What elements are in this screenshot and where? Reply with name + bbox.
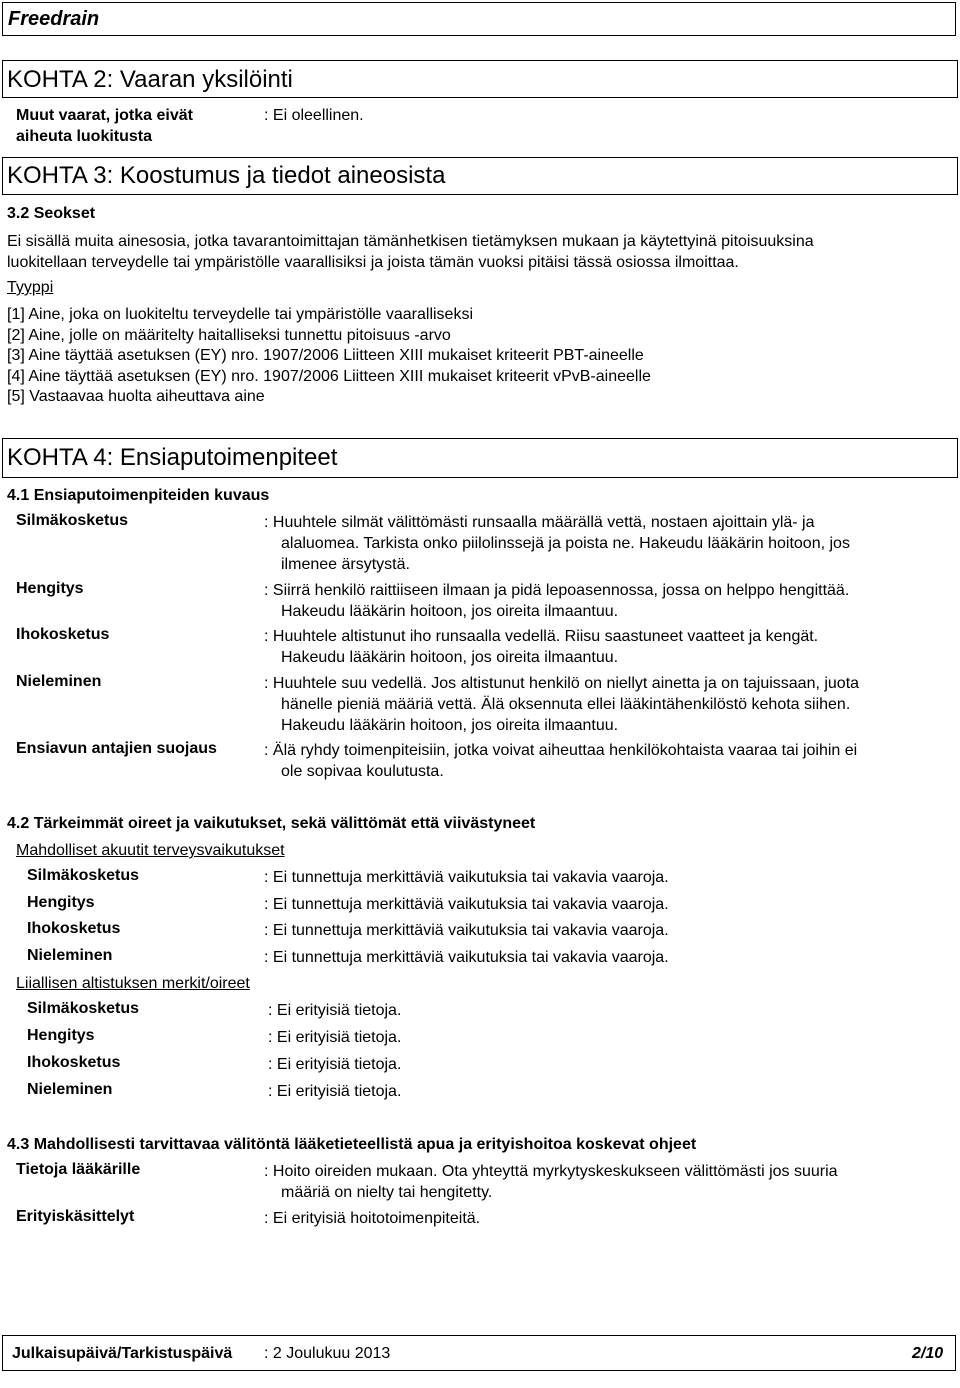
acute-ingestion-value: : Ei tunnettuja merkittäviä vaikutuksia tai vakavia vaaroja. xyxy=(264,949,669,966)
type-item: [2] Aine, jolle on määritelty haitalliseksi tunnettu pitoisuus -arvo xyxy=(7,327,451,344)
overexposure-heading: Liiallisen altistuksen merkit/oireet xyxy=(16,975,250,992)
ingestion-label: Nieleminen xyxy=(16,673,102,690)
acute-eye-label: Silmäkosketus xyxy=(27,867,140,884)
brand-name: Freedrain xyxy=(8,8,100,30)
first-aider-protection-measure: : Älä ryhdy toimenpiteisiin, jotka voivat aiheuttaa henkilökohtaista vaaraa tai joihin ei ole sopivaa koulutusta. xyxy=(264,742,858,780)
type-heading: Tyyppi xyxy=(7,279,54,296)
over-ingestion-label: Nieleminen xyxy=(27,1081,113,1098)
symptoms-subheading: 4.2 Tärkeimmät oireet ja vaikutukset, sekä välittömät että viivästyneet xyxy=(7,815,536,832)
ingestion-measure: : Huuhtele suu vedellä. Jos altistunut henkilö on niellyt ainetta ja on tajuissaan, juota hänelle pieniä määriä vettä. Älä oksennuta ellei lääkintähenkilöstö kehota siihen. Hakeudu lääkärin hoitoon, jos oireita ilmaantuu. xyxy=(264,675,860,734)
acute-skin-value: : Ei tunnettuja merkittäviä vaikutuksia tai vakavia vaaroja. xyxy=(264,922,669,939)
doctor-info-label: Tietoja lääkärille xyxy=(16,1161,141,1178)
special-treatment-label: Erityiskäsittelyt xyxy=(16,1208,135,1225)
other-hazards-label: Muut vaarat, jotka eivät aiheuta luokitusta xyxy=(16,107,193,145)
composition-text-line-2: luokitellaan terveydelle tai ympäristölle vaarallisiksi ja joista tämän vuoksi pitäisi tässä osiossa ilmoittaa. xyxy=(7,254,739,271)
issue-date-label: Julkaisupäivä/Tarkistuspäivä xyxy=(12,1345,233,1362)
acute-skin-label: Ihokosketus xyxy=(27,920,121,937)
other-hazards-value: : Ei oleellinen. xyxy=(264,107,364,124)
section-4-title: KOHTA 4: Ensiaputoimenpiteet xyxy=(7,444,338,471)
type-item: [4] Aine täyttää asetuksen (EY) nro. 1907/2006 Liitteen XIII mukaiset kriteerit vPvB-aineelle xyxy=(7,368,651,385)
section-3-title: KOHTA 3: Koostumus ja tiedot aineosista xyxy=(7,162,446,189)
page-number: 2/10 xyxy=(912,1345,944,1362)
eye-contact-measure: : Huuhtele silmät välittömästi runsaalla määrällä vettä, nostaen ajoittain ylä- ja alaluomea. Tarkista onko piilolinssejä ja poista ne. Hakeudu lääkärin hoitoon, jos ilmenee ärsytystä. xyxy=(264,514,850,573)
acute-ingestion-label: Nieleminen xyxy=(27,947,113,964)
doctor-info-value: : Hoito oireiden mukaan. Ota yhteyttä myrkytyskeskukseen välittömästi jos suuria määriä on nielty tai hengitetty. xyxy=(264,1163,838,1201)
document-header xyxy=(2,2,956,36)
issue-date-value: : 2 Joulukuu 2013 xyxy=(264,1345,391,1362)
mixtures-subheading: 3.2 Seokset xyxy=(7,205,96,222)
inhalation-measure: : Siirrä henkilö raittiiseen ilmaan ja pidä lepoasennossa, jossa on helppo hengittää. Hakeudu lääkärin hoitoon, jos oireita ilmaantuu. xyxy=(264,582,850,620)
over-ingestion-value: : Ei erityisiä tietoja. xyxy=(268,1083,402,1100)
special-treatment-value: : Ei erityisiä hoitotoimenpiteitä. xyxy=(264,1210,481,1227)
skin-contact-measure: : Huuhtele altistunut iho runsaalla vedellä. Riisu saastuneet vaatteet ja kengät. Hakeudu lääkärin hoitoon, jos oireita ilmaantuu. xyxy=(264,628,819,666)
over-skin-value: : Ei erityisiä tietoja. xyxy=(268,1056,402,1073)
section-2-title: KOHTA 2: Vaaran yksilöinti xyxy=(7,66,293,93)
acute-inhalation-value: : Ei tunnettuja merkittäviä vaikutuksia tai vakavia vaaroja. xyxy=(264,896,669,913)
type-item: [5] Vastaavaa huolta aiheuttava aine xyxy=(7,388,265,405)
eye-contact-label: Silmäkosketus xyxy=(16,512,129,529)
type-item: [3] Aine täyttää asetuksen (EY) nro. 1907/2006 Liitteen XIII mukaiset kriteerit PBT-aineelle xyxy=(7,347,644,364)
over-inhalation-label: Hengitys xyxy=(27,1027,95,1044)
medical-attention-subheading: 4.3 Mahdollisesti tarvittavaa välitöntä lääketieteellistä apua ja erityishoitoa koskevat ohjeet xyxy=(7,1136,697,1153)
over-inhalation-value: : Ei erityisiä tietoja. xyxy=(268,1029,402,1046)
composition-text-line-1: Ei sisällä muita ainesosia, jotka tavarantoimittajan tämänhetkisen tietämyksen mukaan ja käytettyinä pitoisuuksina xyxy=(7,233,814,250)
first-aid-subheading: 4.1 Ensiaputoimenpiteiden kuvaus xyxy=(7,487,270,504)
acute-effects-heading: Mahdolliset akuutit terveysvaikutukset xyxy=(16,842,285,859)
first-aider-protection-label: Ensiavun antajien suojaus xyxy=(16,740,217,757)
inhalation-label: Hengitys xyxy=(16,580,84,597)
over-eye-label: Silmäkosketus xyxy=(27,1000,140,1017)
acute-eye-value: : Ei tunnettuja merkittäviä vaikutuksia tai vakavia vaaroja. xyxy=(264,869,669,886)
over-eye-value: : Ei erityisiä tietoja. xyxy=(268,1002,402,1019)
acute-inhalation-label: Hengitys xyxy=(27,894,95,911)
skin-contact-label: Ihokosketus xyxy=(16,626,110,643)
over-skin-label: Ihokosketus xyxy=(27,1054,121,1071)
type-item: [1] Aine, joka on luokiteltu terveydelle tai ympäristölle vaaralliseksi xyxy=(7,306,474,323)
